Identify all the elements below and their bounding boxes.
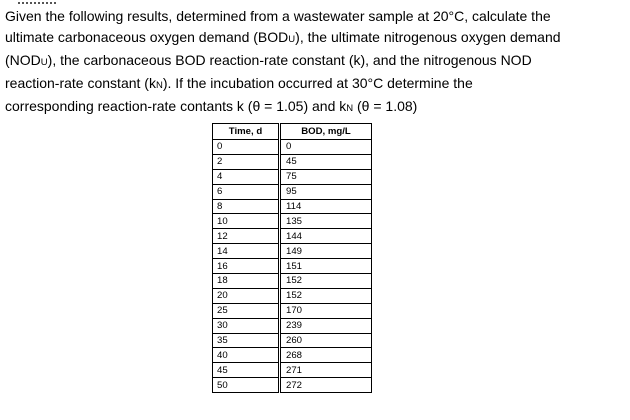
bod-cell: 239 bbox=[281, 318, 372, 333]
time-cell: 20 bbox=[213, 288, 279, 303]
time-column-header: Time, d bbox=[213, 124, 279, 140]
bod-data-table bbox=[212, 123, 372, 393]
problem-line-5: corresponding reaction-rate contants k (θ = 1.05) and kN (θ = 1.08) bbox=[5, 98, 418, 114]
time-cell: 8 bbox=[213, 199, 279, 214]
table-row bbox=[213, 140, 372, 155]
bod-cell: 144 bbox=[281, 229, 372, 244]
bod-cell: 152 bbox=[281, 274, 372, 289]
time-cell: 30 bbox=[213, 318, 279, 333]
table-row bbox=[213, 154, 372, 169]
table-row bbox=[213, 333, 372, 348]
table-header-row bbox=[213, 124, 372, 140]
bod-cell: 151 bbox=[281, 259, 372, 274]
bod-cell: 95 bbox=[281, 184, 372, 199]
table-row bbox=[213, 199, 372, 214]
table-row bbox=[213, 169, 372, 184]
time-cell: 35 bbox=[213, 333, 279, 348]
table-row bbox=[213, 303, 372, 318]
table-row bbox=[213, 348, 372, 363]
table-row bbox=[213, 318, 372, 333]
bod-cell: 260 bbox=[281, 333, 372, 348]
time-cell: 2 bbox=[213, 154, 279, 169]
bod-cell: 75 bbox=[281, 169, 372, 184]
time-cell: 6 bbox=[213, 184, 279, 199]
time-cell: 4 bbox=[213, 169, 279, 184]
table-row bbox=[213, 288, 372, 303]
problem-statement bbox=[5, 6, 583, 119]
table-row bbox=[213, 274, 372, 289]
bod-cell: 45 bbox=[281, 154, 372, 169]
table-row bbox=[213, 184, 372, 199]
bod-cell: 152 bbox=[281, 288, 372, 303]
table-body bbox=[213, 140, 372, 393]
problem-line-2: ultimate carbonaceous oxygen demand (BODU), the ultimate nitrogenous oxygen demand bbox=[5, 29, 561, 45]
bod-cell: 170 bbox=[281, 303, 372, 318]
time-cell: 40 bbox=[213, 348, 279, 363]
time-cell: 18 bbox=[213, 274, 279, 289]
time-cell: 14 bbox=[213, 244, 279, 259]
time-cell: 45 bbox=[213, 363, 279, 378]
time-cell: 10 bbox=[213, 214, 279, 229]
bod-cell: 135 bbox=[281, 214, 372, 229]
time-cell: 0 bbox=[213, 140, 279, 155]
table-row bbox=[213, 229, 372, 244]
cropped-heading-remnant bbox=[18, 0, 56, 4]
table-row bbox=[213, 214, 372, 229]
problem-line-3: (NODU), the carbonaceous BOD reaction-rate constant (k), and the nitrogenous NOD bbox=[5, 52, 532, 68]
bod-cell: 271 bbox=[281, 363, 372, 378]
table-row bbox=[213, 378, 372, 393]
bod-cell: 272 bbox=[281, 378, 372, 393]
table-row bbox=[213, 259, 372, 274]
time-cell: 16 bbox=[213, 259, 279, 274]
bod-cell: 149 bbox=[281, 244, 372, 259]
bod-cell: 114 bbox=[281, 199, 372, 214]
table-row bbox=[213, 244, 372, 259]
problem-line-1: Given the following results, determined from a wastewater sample at 20°C, calculate the bbox=[5, 8, 551, 24]
bod-cell: 268 bbox=[281, 348, 372, 363]
bod-column-header: BOD, mg/L bbox=[281, 124, 372, 140]
bod-cell: 0 bbox=[281, 140, 372, 155]
table-row bbox=[213, 363, 372, 378]
problem-line-4: reaction-rate constant (kN). If the incubation occurred at 30°C determine the bbox=[5, 75, 473, 91]
time-cell: 50 bbox=[213, 378, 279, 393]
time-cell: 12 bbox=[213, 229, 279, 244]
time-cell: 25 bbox=[213, 303, 279, 318]
